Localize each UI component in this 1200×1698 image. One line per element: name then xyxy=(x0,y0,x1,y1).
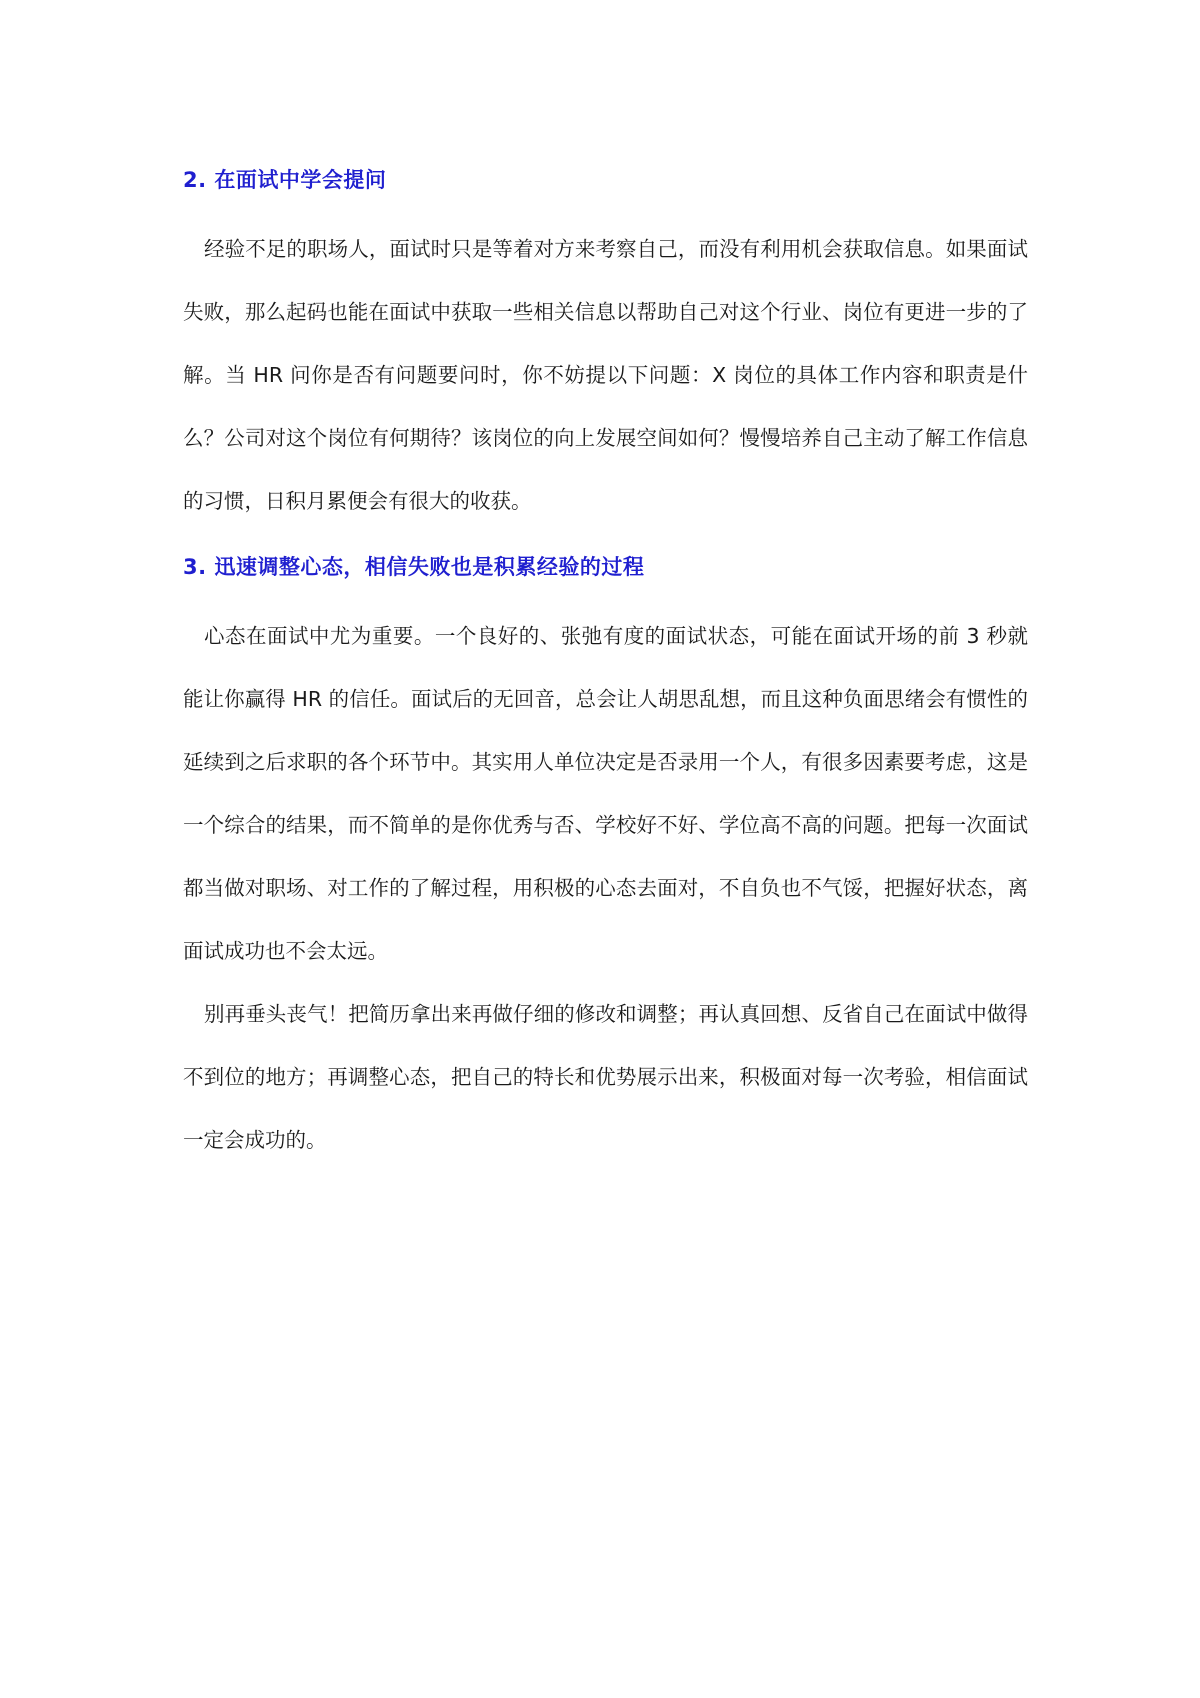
section-2-heading: 2. 在面试中学会提问 xyxy=(183,168,387,192)
closing-paragraph: 别再垂头丧气！把简历拿出来再做仔细的修改和调整；再认真回想、反省自己在面试中做得不到位的地方；再调整心态，把自己的特长和优势展示出来，积极面对每一次考验，相信面试一定会成功的。 xyxy=(183,1002,1028,1152)
document-body xyxy=(183,156,1028,1172)
section-3-paragraph: 心态在面试中尤为重要。一个良好的、张弛有度的面试状态，可能在面试开场的前 3 秒就能让你赢得 HR 的信任。面试后的无回音，总会让人胡思乱想，而且这种负面思绪会有惯性的延续到之后求职的各个环节中。其实用人单位决定是否录用一个人，有很多因素要考虑，这是一个综合的结果，而不简单的是你优秀与否、学校好不好、学位高不高的问题。把每一次面试都当做对职场、对工作的了解过程，用积极的心态去面对，不自负也不气馁，把握好状态，离面试成功也不会太远。 xyxy=(183,624,1028,963)
section-2-paragraph: 经验不足的职场人，面试时只是等着对方来考察自己，而没有利用机会获取信息。如果面试失败，那么起码也能在面试中获取一些相关信息以帮助自己对这个行业、岗位有更进一步的了解。当 HR 问你是否有问题要问时，你不妨提以下问题：X 岗位的具体工作内容和职责是什么？公司对这个岗位有何期待？该岗位的向上发展空间如何？慢慢培养自己主动了解工作信息的习惯，日积月累便会有很大的收获。 xyxy=(183,237,1028,513)
section-3-heading: 3. 迅速调整心态，相信失败也是积累经验的过程 xyxy=(183,555,645,579)
